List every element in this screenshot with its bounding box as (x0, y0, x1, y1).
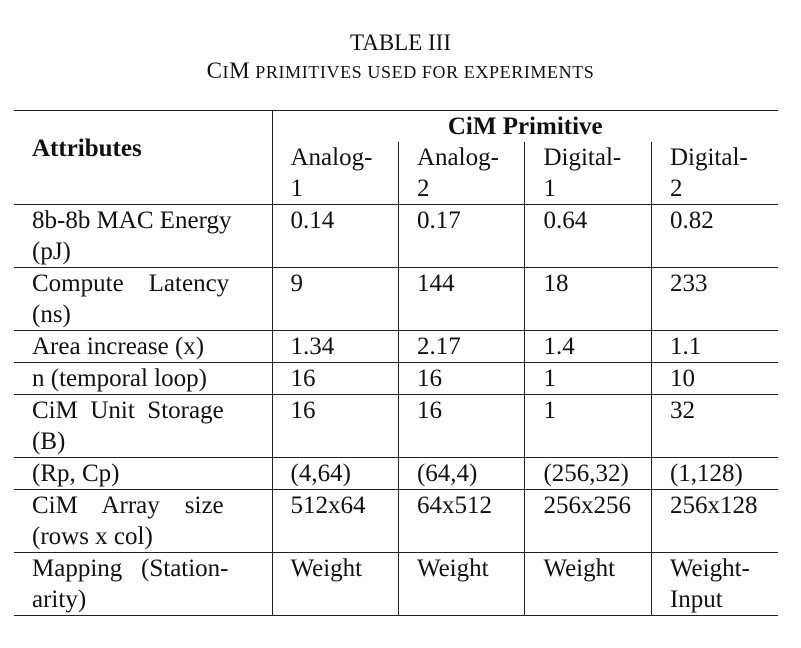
table-cell: 16 (272, 395, 398, 458)
table-cell: 1 (525, 395, 651, 458)
table-cell: 1.4 (525, 331, 651, 363)
table-cell: 1 (525, 363, 651, 395)
table-row (14, 205, 778, 268)
table-cell: 32 (651, 395, 778, 458)
row-label-temporal-loop: n (temporal loop) (14, 363, 272, 395)
table-cell: (4,64) (272, 458, 398, 490)
column-header-line: 2 (416, 175, 430, 202)
column-header-line: Analog- (290, 144, 373, 171)
row-label-mapping (14, 553, 272, 616)
table-cell: 64x512 (398, 490, 524, 553)
row-label-unit-storage (14, 395, 272, 458)
attributes-header: Attributes (14, 111, 272, 205)
row-label-line: arity) (32, 586, 87, 613)
table-row (14, 395, 778, 458)
table-cell: (1,128) (651, 458, 778, 490)
table-cell: 0.14 (272, 205, 398, 268)
table-cell: 1.1 (651, 331, 778, 363)
table-cell: 2.17 (398, 331, 524, 363)
table-cell: 16 (398, 363, 524, 395)
table-title-i: I (222, 62, 230, 82)
row-label-line: (B) (32, 428, 66, 455)
cim-primitives-table (14, 110, 778, 616)
table-title-rest: PRIMITIVES USED FOR EXPERIMENTS (250, 62, 595, 82)
table-cell: Weight (525, 553, 651, 616)
row-label-mac-energy (14, 205, 272, 268)
cell-line: Input (669, 586, 723, 613)
column-header-digital-1 (525, 142, 651, 205)
column-header-line: 1 (543, 175, 556, 202)
table-cell: Weight (272, 553, 398, 616)
table-cell: 233 (651, 268, 778, 331)
table-cell: Weight (398, 553, 524, 616)
table-cell: 0.64 (525, 205, 651, 268)
table-cell: 0.17 (398, 205, 524, 268)
cell-line: Weight- (669, 555, 750, 582)
row-label-line: (ns) (32, 301, 71, 328)
column-header-line: Analog- (416, 144, 499, 171)
table-cell: 10 (651, 363, 778, 395)
table-cell: 18 (525, 268, 651, 331)
column-header-line: Digital- (669, 144, 748, 171)
column-header-line: Digital- (543, 144, 622, 171)
row-label-line: 8b-8b MAC Energy (32, 207, 232, 234)
table-row (14, 490, 778, 553)
row-label-compute-latency (14, 268, 272, 331)
column-header-analog-1 (272, 142, 398, 205)
table-header-row (14, 111, 778, 143)
column-header-line: 1 (290, 175, 303, 202)
row-label-line: CiM Array size (32, 492, 224, 519)
table-title-initial: C (206, 58, 223, 83)
row-label-line: Mapping (Station- (32, 555, 229, 582)
table-cell: 256x256 (525, 490, 651, 553)
table-row (14, 268, 778, 331)
table-row (14, 553, 778, 616)
table-cell (651, 553, 778, 616)
table-cell: 9 (272, 268, 398, 331)
table-cell: 256x128 (651, 490, 778, 553)
column-header-digital-2 (651, 142, 778, 205)
table-row (14, 331, 778, 363)
table-title (0, 57, 801, 86)
row-label-area-increase: Area increase (x) (14, 331, 272, 363)
column-header-line: 2 (669, 175, 683, 202)
column-header-analog-2 (398, 142, 524, 205)
row-label-line: (rows x col) (32, 523, 153, 550)
table-cell: (256,32) (525, 458, 651, 490)
table-cell: 16 (272, 363, 398, 395)
cim-primitive-header: CiM Primitive (272, 111, 778, 143)
row-label-rp-cp: (Rp, Cp) (14, 458, 272, 490)
table-cell: 0.82 (651, 205, 778, 268)
row-label-line: (pJ) (32, 238, 71, 265)
row-label-line: CiM Unit Storage (32, 397, 224, 424)
row-label-line: Compute Latency (32, 270, 230, 297)
table-cell: (64,4) (398, 458, 524, 490)
table-row (14, 458, 778, 490)
table-row (14, 363, 778, 395)
table-cell: 16 (398, 395, 524, 458)
table-cell: 1.34 (272, 331, 398, 363)
table-title-m: M (229, 58, 251, 83)
table-number: TABLE III (350, 30, 451, 55)
table-cell: 512x64 (272, 490, 398, 553)
row-label-array-size (14, 490, 272, 553)
table-cell: 144 (398, 268, 524, 331)
